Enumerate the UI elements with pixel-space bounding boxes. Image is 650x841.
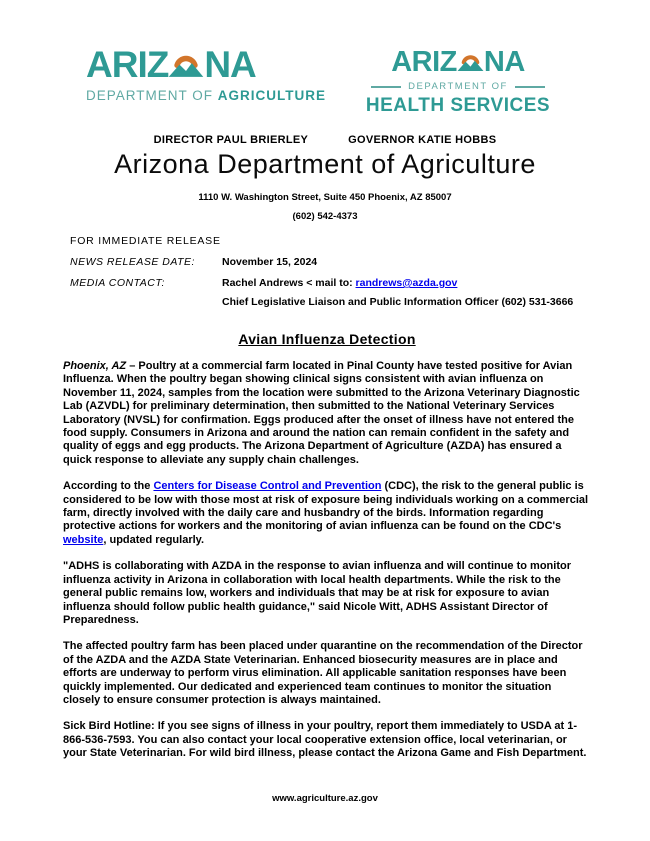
paragraph-2-text-after: , updated regularly. bbox=[103, 533, 205, 546]
paragraph-2-text-before: According to the bbox=[63, 480, 154, 493]
media-contact-value bbox=[222, 277, 457, 289]
release-date-value: November 15, 2024 bbox=[222, 256, 318, 268]
cdc-website-link[interactable]: website bbox=[63, 533, 104, 546]
dateline: Phoenix, AZ bbox=[63, 360, 127, 372]
agency-address: 1110 W. Washington Street, Suite 450 Phoenix, AZ 85007 bbox=[198, 192, 452, 203]
media-contact-email-link[interactable]: randrews@azda.gov bbox=[355, 277, 458, 289]
paragraph-3: "ADHS is collaborating with AZDA in the response to avian influenza and will continue to monitor influenza activity in Arizona in collaboration with local health departments. While the risk to the general public remains low, workers and individuals that may be at risk for exposure to avian influenza should follow public health guidance," said Nicole Witt, ADHS Assistant Director of Preparedness. bbox=[63, 560, 571, 626]
paragraph-1-text: – Poultry at a commercial farm located in Pinal County have tested positive for Avian Influenza. When the poultry began showing clinical signs consistent with avian influenza on November 11, 2024, samples from the location were submitted to the Arizona Veterinary Diagnostic Lab (AZVDL) for preliminary determination, then submitted to the National Veterinary Services Laboratory (NVSL) for confirmation. Eggs produced after the onset of illness have not entered the food supply. Consumers in Arizona and around the nation can remain confident in the safety and quality of eggs and egg products. The Arizona Department of Agriculture (AZDA) has ensured a quick response to alleviate any supply chain challenges. bbox=[63, 360, 580, 466]
media-contact-title: Chief Legislative Liaison and Public Information Officer (602) 531-3666 bbox=[222, 296, 574, 308]
director-name: DIRECTOR PAUL BRIERLEY bbox=[153, 134, 309, 146]
adhs-logo bbox=[360, 46, 556, 117]
divider-line-right bbox=[515, 86, 545, 88]
logo-row bbox=[86, 0, 650, 117]
azda-word-right: NA bbox=[204, 44, 256, 85]
immediate-release-label: FOR IMMEDIATE RELEASE bbox=[70, 235, 221, 247]
release-date-row bbox=[70, 256, 591, 268]
sun-mountain-icon bbox=[168, 48, 204, 79]
adhs-word-left: ARIZ bbox=[391, 46, 457, 78]
adhs-dept-of-label: DEPARTMENT OF bbox=[408, 81, 508, 92]
release-meta-block bbox=[70, 235, 591, 308]
officials-row bbox=[0, 134, 650, 146]
adhs-word-right: NA bbox=[483, 46, 525, 78]
page-title: Arizona Department of Agriculture bbox=[114, 149, 536, 179]
paragraph-2-text-mid: (CDC), the risk to the general public is considered to be low with those most at risk of exposure being individuals working on a commercial farm, directly involved with the daily care and husbandry of the birds. Information regarding protective actions for workers and the monitoring of avian influenza can be found on the CDC's bbox=[63, 480, 589, 533]
cdc-link[interactable]: Centers for Disease Control and Prevention bbox=[153, 480, 382, 493]
adhs-logo-wordmark bbox=[360, 48, 556, 77]
footer-url: www.agriculture.az.gov bbox=[272, 793, 378, 804]
divider-line-left bbox=[371, 86, 401, 88]
azda-word-left: ARIZ bbox=[86, 44, 169, 85]
release-date-label: NEWS RELEASE DATE: bbox=[70, 256, 195, 268]
media-contact-row bbox=[70, 277, 591, 289]
paragraph-5: Sick Bird Hotline: If you see signs of illness in your poultry, report them immediately to USDA at 1-866-536-7593. You can also contact your local cooperative extension office, local veterinarian, or your State Veterinarian. For wild bird illness, please contact the Arizona Game and Fish Department. bbox=[63, 720, 587, 760]
media-contact-label: MEDIA CONTACT: bbox=[70, 277, 165, 289]
azda-agency-label: AGRICULTURE bbox=[217, 88, 327, 103]
governor-name: GOVERNOR KATIE HOBBS bbox=[348, 134, 497, 146]
azda-logo bbox=[86, 46, 326, 103]
sun-mountain-icon bbox=[457, 49, 484, 73]
adhs-agency-label: HEALTH SERVICES bbox=[365, 95, 551, 116]
azda-dept-of-label: DEPARTMENT OF bbox=[86, 88, 214, 103]
paragraph-1 bbox=[63, 360, 591, 467]
agency-phone: (602) 542-4373 bbox=[292, 211, 358, 222]
paragraph-2 bbox=[63, 480, 591, 547]
article-body bbox=[63, 331, 591, 761]
azda-logo-wordmark bbox=[86, 46, 326, 83]
adhs-dept-of-divider bbox=[360, 81, 556, 92]
paragraph-4: The affected poultry farm has been placed under quarantine on the recommendation of the Director of the AZDA and the AZDA State Veterinarian. Enhanced biosecurity measures are in place and efforts are underway to perform virus elimination. All applicable sanitation responses have been quickly implemented. Our dedicated and experienced team continues to monitor the situation closely to ensure consumer protection is always maintained. bbox=[63, 640, 583, 706]
media-contact-name: Rachel Andrews < mail to: bbox=[222, 277, 356, 289]
article-heading: Avian Influenza Detection bbox=[238, 331, 416, 347]
azda-logo-subtitle bbox=[86, 88, 326, 103]
